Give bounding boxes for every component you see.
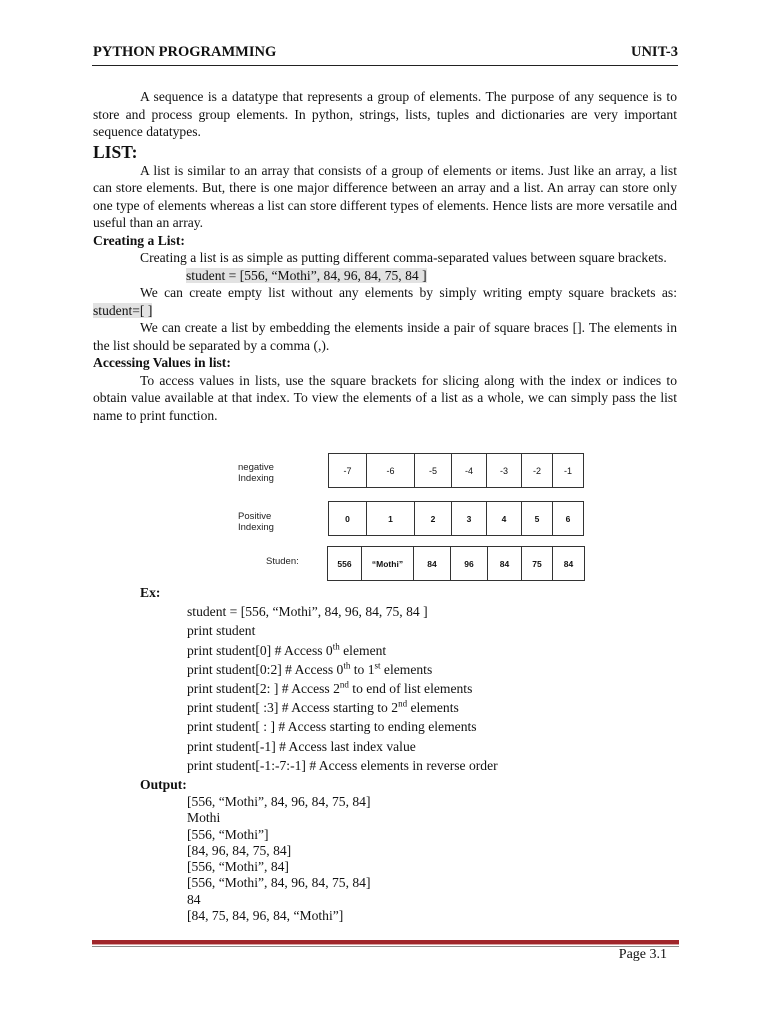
pos-index-cell: 4 bbox=[487, 502, 522, 535]
output-line: Mothi bbox=[187, 810, 221, 826]
neg-index-cell: -2 bbox=[522, 454, 553, 487]
list-value-cell: 84 bbox=[414, 547, 451, 580]
superscript: th bbox=[332, 641, 340, 652]
code-line bbox=[187, 679, 660, 698]
creating-list-code bbox=[186, 267, 677, 285]
code-text: print student[0:2] # Access 0 bbox=[187, 661, 344, 677]
neg-index-cell: -7 bbox=[329, 454, 367, 487]
list-value-cell: 84 bbox=[563, 558, 574, 569]
code-text: element bbox=[339, 642, 387, 658]
creating-list-code-text: student = [556, “Mothi”, 84, 96, 84, 75, 84 ] bbox=[186, 267, 427, 283]
list-value-cell: 556 bbox=[328, 547, 362, 580]
output-line: [84, 75, 84, 96, 84, “Mothi”] bbox=[187, 908, 344, 924]
neg-index-cell: -4 bbox=[452, 454, 487, 487]
superscript: st bbox=[374, 660, 381, 671]
output-line: [84, 96, 84, 75, 84] bbox=[187, 842, 292, 858]
positive-indexing-row bbox=[328, 501, 584, 536]
output-line: [556, “Mothi”, 84, 96, 84, 75, 84] bbox=[187, 794, 371, 809]
pos-index-cell: 0 bbox=[329, 502, 367, 535]
output-line: [556, “Mothi”] bbox=[187, 826, 269, 842]
pos-index-cell: 2 bbox=[415, 502, 452, 535]
list-heading: LIST: bbox=[93, 141, 138, 162]
negative-indexing-row bbox=[328, 453, 584, 488]
list-value-cell: 84 bbox=[488, 547, 522, 580]
pos-index-cell: 1 bbox=[367, 502, 415, 535]
code-text: elements bbox=[407, 700, 459, 716]
code-text: print student[2: ] # Access 2 bbox=[187, 681, 340, 697]
main-content bbox=[93, 88, 677, 424]
code-line bbox=[187, 641, 660, 660]
creating-list-heading: Creating a List: bbox=[93, 232, 185, 248]
neg-index-cell: -5 bbox=[415, 454, 452, 487]
code-line: print student bbox=[187, 623, 256, 639]
positive-indexing-label: Positive Indexing bbox=[238, 511, 274, 533]
accessing-values-paragraph: To access values in lists, use the square brackets for slicing along with the index or indices to obtain value available at that index. To view the elements of a list as a whole, we can simply pass the list name to print function. bbox=[93, 372, 677, 423]
code-text: to end of list elements bbox=[348, 681, 473, 697]
accessing-values-heading: Accessing Values in list: bbox=[93, 355, 231, 370]
output-line: [556, “Mothi”, 84, 96, 84, 75, 84] bbox=[187, 875, 371, 891]
example-block bbox=[140, 583, 660, 775]
code-line: student = [556, “Mothi”, 84, 96, 84, 75, 84 ] bbox=[187, 604, 428, 620]
pos-index-cell: 3 bbox=[452, 502, 487, 535]
output-line: [556, “Mothi”, 84] bbox=[187, 859, 289, 875]
embed-paragraph: We can create a list by embedding the elements inside a pair of square braces []. The elements in the list should be separated by a comma (,). bbox=[93, 320, 677, 353]
code-text: to 1 bbox=[350, 661, 375, 677]
empty-list-text: We can create empty list without any elements by simply writing empty square brackets as: bbox=[140, 285, 677, 300]
values-label: Studen: bbox=[266, 556, 299, 567]
list-value-cell: 75 bbox=[522, 547, 553, 580]
code-text: print student[0] # Access 0 bbox=[187, 642, 333, 658]
empty-list-paragraph bbox=[93, 284, 677, 319]
pos-index-cell: 6 bbox=[565, 513, 571, 524]
output-label: Output: bbox=[140, 777, 187, 792]
neg-index-cell: -6 bbox=[367, 454, 415, 487]
footer-divider-thin bbox=[92, 946, 679, 947]
neg-index-cell: -1 bbox=[563, 465, 572, 476]
list-value-cell: 96 bbox=[451, 547, 488, 580]
header-title: PYTHON PROGRAMMING bbox=[93, 44, 277, 60]
output-line: 84 bbox=[187, 891, 201, 907]
header-unit: UNIT-3 bbox=[630, 44, 678, 60]
code-line bbox=[187, 660, 660, 679]
example-label: Ex: bbox=[140, 585, 161, 600]
neg-index-cell: -3 bbox=[487, 454, 522, 487]
page-number: Page 3.1 bbox=[618, 947, 667, 962]
intro-paragraph: A sequence is a datatype that represents a group of elements. The purpose of any sequence is to store and process group elements. In python, strings, lists, tuples and dictionaries are very important sequence datatypes. bbox=[93, 89, 677, 139]
list-value-cell: “Mothi” bbox=[362, 547, 414, 580]
code-line: print student[-1] # Access last index value bbox=[187, 738, 416, 754]
superscript: th bbox=[343, 660, 351, 671]
code-text: elements bbox=[380, 661, 433, 677]
code-line bbox=[187, 698, 660, 717]
empty-list-code: student=[ ] bbox=[93, 302, 153, 318]
negative-indexing-label: negative Indexing bbox=[238, 462, 274, 484]
footer-divider bbox=[92, 940, 679, 945]
code-line: print student[-1:-7:-1] # Access elements in reverse order bbox=[187, 757, 498, 773]
list-values-row bbox=[327, 546, 585, 581]
list-paragraph: A list is similar to an array that consists of a group of elements or items. Just like an array, a list can store elements. But, there is one major difference between an array and a list. An array can store only one type of elements whereas a list can store different types of elements. Hence lists are more versatile and useful than an array. bbox=[93, 162, 677, 230]
superscript: nd bbox=[398, 698, 408, 709]
code-line: print student[ : ] # Access starting to ending elements bbox=[187, 719, 477, 735]
header-divider bbox=[92, 65, 678, 66]
superscript: nd bbox=[339, 679, 349, 690]
creating-list-paragraph: Creating a list is as simple as putting different comma-separated values between square brackets. bbox=[140, 250, 667, 265]
code-text: print student[ :3] # Access starting to 2 bbox=[187, 700, 399, 716]
pos-index-cell: 5 bbox=[522, 502, 553, 535]
output-block bbox=[140, 775, 660, 924]
